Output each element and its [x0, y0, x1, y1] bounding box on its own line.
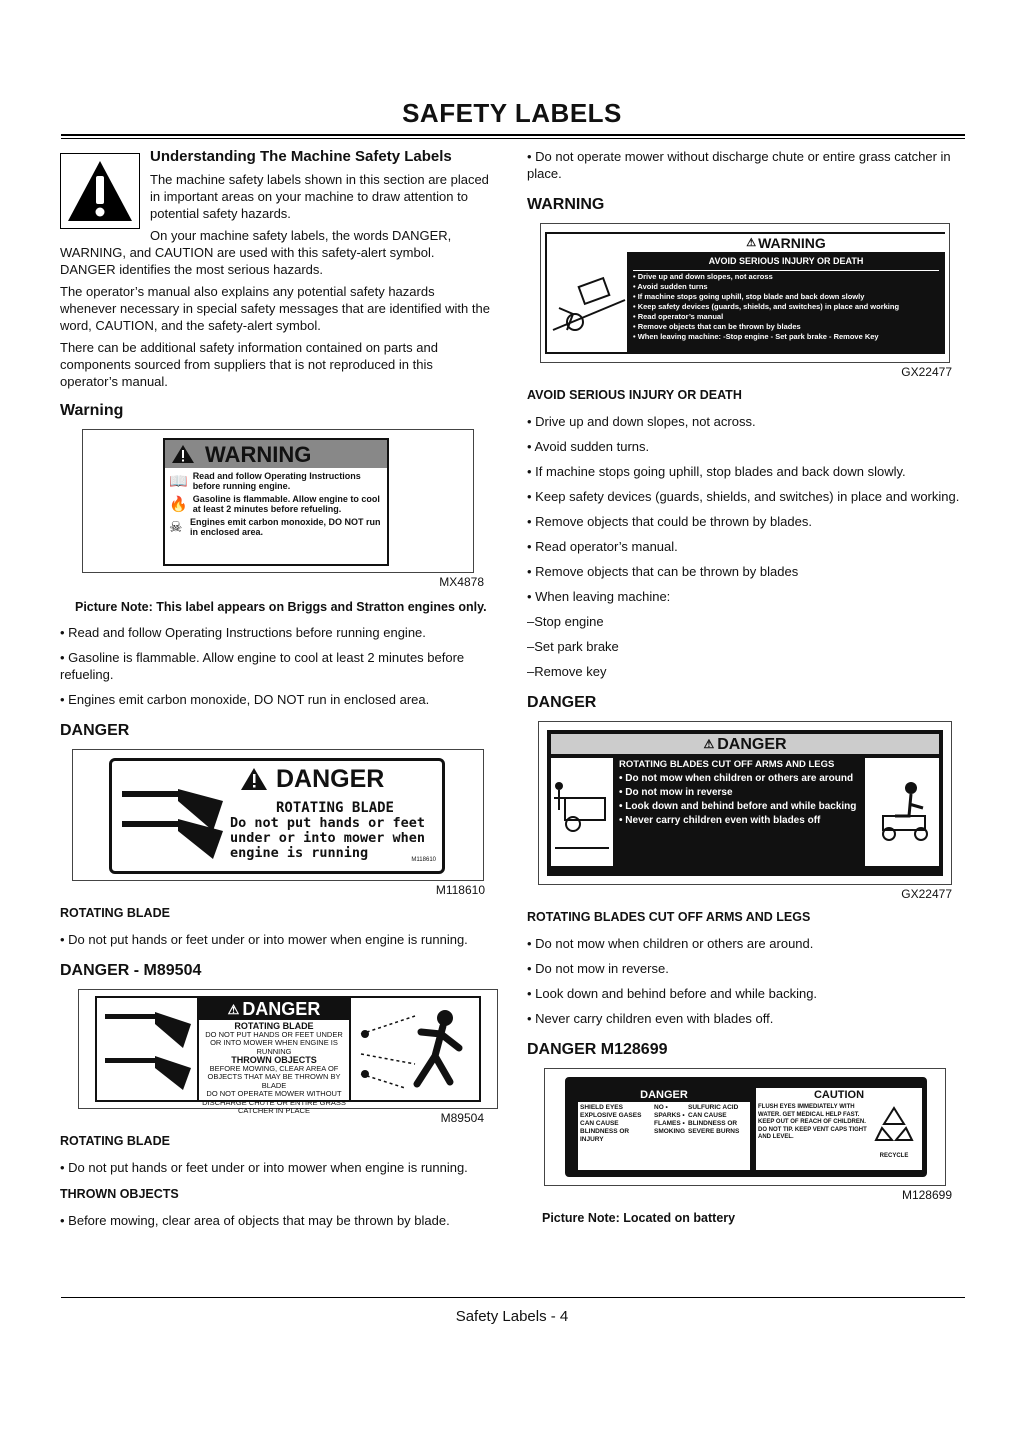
person-icon: ☠	[169, 518, 183, 536]
label-line: DO NOT OPERATE MOWER WITHOUT DISCHARGE CHUTE OR ENTIRE GRASS CATCHER IN PLACE	[202, 1089, 346, 1115]
section-heading-danger: DANGER	[527, 694, 597, 711]
label-line: • Drive up and down slopes, not across	[633, 272, 773, 281]
figure-m89504	[78, 989, 498, 1115]
label-title: WARNING	[758, 234, 826, 251]
intro-section	[60, 148, 492, 390]
figure-id: M128699	[901, 1188, 952, 1202]
label-caution-title: CAUTION	[813, 1089, 865, 1101]
alert-triangle-icon: ⚠	[703, 736, 715, 751]
intro-paragraph: There can be additional safety information contained on parts and components sourced from suppliers that is not reproduced in this operator’s manual.	[60, 340, 438, 389]
label-title: DANGER	[717, 735, 787, 753]
safety-alert-icon	[60, 153, 140, 229]
figure-m128699	[544, 1068, 946, 1186]
hand-foot-blade-icon	[118, 781, 228, 861]
bullet-item: • Gasoline is flammable. Allow engine to cool at least 2 minutes before refueling.	[60, 650, 465, 682]
label-title: DANGER	[276, 764, 385, 793]
figure-id: M89504	[440, 1111, 484, 1125]
bullet-item: • Remove objects that could be thrown by blades.	[527, 514, 812, 529]
label-subtitle: ROTATING BLADE	[275, 800, 394, 816]
recycle-icon	[874, 1104, 914, 1144]
picture-note: Picture Note: This label appears on Briggs and Stratton engines only.	[75, 600, 487, 614]
label-line: • If machine stops going uphill, stop blade and back down slowly	[633, 292, 865, 301]
label-col: FLUSH EYES IMMEDIATELY WITH WATER. GET MEDICAL HELP FAST. KEEP OUT OF REACH OF CHILDREN. DO NOT TIP. KEEP VENT CAPS TIGHT AND LEVEL.	[758, 1104, 867, 1140]
hand-foot-blade-icon	[101, 1008, 193, 1092]
picture-note: Picture Note: Located on battery	[542, 1211, 736, 1225]
intro-paragraph: The operator’s manual also explains any potential safety hazards whenever necessary in special safety messages that are identified with the word, CAUTION, and the safety-alert symbol.	[60, 284, 490, 333]
label-line: • Keep safety devices (guards, shields, and switches) in place and working	[633, 302, 900, 311]
label-danger-title: DANGER	[578, 1088, 750, 1102]
label-line: BEFORE MOWING, CLEAR AREA OF OBJECTS THAT MAY BE THROWN BY BLADE	[207, 1063, 341, 1090]
alert-triangle-icon	[171, 444, 195, 464]
footer-rule	[61, 1297, 965, 1298]
intro-paragraph: The machine safety labels shown in this section are placed in important areas on your machine to draw attention to potential safety hazards.	[150, 172, 489, 221]
book-icon: 📖	[169, 472, 188, 490]
rider-reverse-icon	[865, 758, 939, 866]
right-column	[527, 148, 965, 1235]
figure-mx4878	[82, 429, 474, 573]
label-subtitle: ROTATING BLADES CUT OFF ARMS AND LEGS	[619, 759, 835, 770]
bullet-item: • Before mowing, clear area of objects that may be thrown by blade.	[60, 1213, 450, 1228]
danger-label-image	[547, 730, 943, 876]
figure-id: GX22477	[901, 365, 952, 379]
bullet-item: • If machine stops going uphill, stop blades and back down slowly.	[527, 464, 906, 479]
label-text: Do not put hands or feet under or into mower when engine is running	[230, 815, 426, 861]
alert-triangle-icon	[240, 767, 268, 791]
intro-heading: Understanding The Machine Safety Labels	[150, 148, 452, 165]
bullet-item: • Drive up and down slopes, not across.	[527, 414, 756, 429]
label-col: NO • SPARKS • FLAMES • SMOKING	[654, 1104, 686, 1135]
label-line: • Avoid sudden turns	[633, 282, 708, 291]
warning-label-image	[163, 438, 389, 566]
left-column	[60, 148, 492, 1237]
subheading: ROTATING BLADE	[60, 906, 170, 920]
bullet-item: • Look down and behind before and while backing.	[527, 986, 818, 1001]
figure-id: M118610	[435, 883, 485, 897]
section-heading-danger-m89504: DANGER - M89504	[60, 962, 202, 979]
danger-label-image	[109, 758, 445, 874]
page-title: SAFETY LABELS	[402, 98, 622, 128]
label-line: Read and follow Operating Instructions before running engine.	[192, 471, 361, 491]
battery-label-image	[565, 1077, 927, 1177]
bullet-item: • Remove objects that can be thrown by blades	[527, 564, 799, 579]
figure-gx22477-warning	[540, 223, 950, 363]
label-line: • Read operator’s manual	[633, 312, 724, 321]
bullet-item: • Never carry children even with blades off.	[527, 1011, 774, 1026]
label-line: Engines emit carbon monoxide, DO NOT run in enclosed area.	[189, 517, 381, 537]
bullet-item: –Remove key	[527, 664, 607, 679]
section-heading-danger-m128699: DANGER M128699	[527, 1041, 668, 1058]
label-line: • Never carry children even with blades off	[619, 815, 821, 826]
page-footer: Safety Labels - 4	[455, 1308, 569, 1325]
bullet-item: • Avoid sudden turns.	[527, 439, 650, 454]
title-rule	[61, 134, 965, 136]
label-line: • Remove objects that can be thrown by blades	[633, 322, 801, 331]
mower-children-icon	[551, 758, 613, 866]
warning-label-image	[545, 232, 945, 354]
label-subtitle: AVOID SERIOUS INJURY OR DEATH	[633, 253, 939, 271]
label-line: • When leaving machine: -Stop engine - Set park brake - Remove Key	[633, 332, 879, 341]
label-line: • Do not mow in reverse	[619, 787, 733, 798]
label-title: DANGER	[242, 998, 321, 1019]
thrown-objects-person-icon	[355, 1004, 475, 1098]
bullet-item: • Do not put hands or feet under or into mower when engine is running.	[60, 932, 468, 947]
bullet-item: –Set park brake	[527, 639, 619, 654]
label-code: M118610	[411, 857, 436, 863]
subheading: THROWN OBJECTS	[60, 1187, 179, 1201]
label-line: • Do not mow when children or others are around	[619, 773, 854, 784]
alert-triangle-icon: ⚠	[227, 1001, 240, 1017]
label-line: ROTATING BLADE	[234, 1021, 314, 1031]
bullet-item: • Read operator’s manual.	[527, 539, 678, 554]
label-recycle: RECYCLE	[879, 1153, 909, 1159]
bullet-item: • Do not mow in reverse.	[527, 961, 669, 976]
label-line: DO NOT PUT HANDS OR FEET UNDER OR INTO MOWER WHEN ENGINE IS RUNNING	[205, 1029, 343, 1056]
figure-m118610	[72, 749, 484, 881]
bullet-item: • Do not operate mower without discharge chute or entire grass catcher in place.	[527, 149, 951, 181]
label-line: THROWN OBJECTS	[231, 1055, 317, 1065]
bullet-item: • Do not put hands or feet under or into mower when engine is running.	[60, 1160, 468, 1175]
bullet-item: • Engines emit carbon monoxide, DO NOT run in enclosed area.	[60, 692, 430, 707]
section-heading-warning: Warning	[60, 402, 124, 419]
alert-triangle-icon: ⚠	[746, 236, 757, 249]
label-col: SHIELD EYES EXPLOSIVE GASES CAN CAUSE BLINDNESS OR INJURY	[580, 1104, 642, 1143]
figure-gx22477-danger	[538, 721, 952, 885]
figure-id: GX22477	[901, 887, 952, 901]
intro-paragraph: On your machine safety labels, the words DANGER, WARNING, and CAUTION are used with this safety-alert symbol. DANGER identifies the most serious hazards.	[60, 228, 452, 277]
danger-label-image	[95, 996, 481, 1115]
bullet-item: • Read and follow Operating Instructions before running engine.	[60, 625, 426, 640]
title-rule-thin	[61, 138, 965, 139]
figure-id: MX4878	[439, 575, 484, 589]
flame-icon: 🔥	[169, 495, 188, 513]
subheading: ROTATING BLADES CUT OFF ARMS AND LEGS	[527, 910, 811, 924]
bullet-item: • When leaving machine:	[527, 589, 671, 604]
label-title: WARNING	[205, 441, 312, 467]
bullet-item: • Do not mow when children or others are around.	[527, 936, 814, 951]
label-line: • Look down and behind before and while backing	[619, 801, 857, 812]
subheading: ROTATING BLADE	[60, 1134, 170, 1148]
section-heading-danger: DANGER	[60, 722, 130, 739]
bullet-item: • Keep safety devices (guards, shields, and switches) in place and working.	[527, 489, 960, 504]
section-heading-warning: WARNING	[527, 196, 605, 213]
subheading: AVOID SERIOUS INJURY OR DEATH	[527, 388, 742, 402]
bullet-item: –Stop engine	[527, 614, 604, 629]
label-line: Gasoline is flammable. Allow engine to cool at least 2 minutes before refueling.	[192, 494, 380, 514]
label-col: SULFURIC ACID CAN CAUSE BLINDNESS OR SEVERE BURNS	[688, 1104, 740, 1135]
tractor-slope-icon	[551, 260, 627, 346]
